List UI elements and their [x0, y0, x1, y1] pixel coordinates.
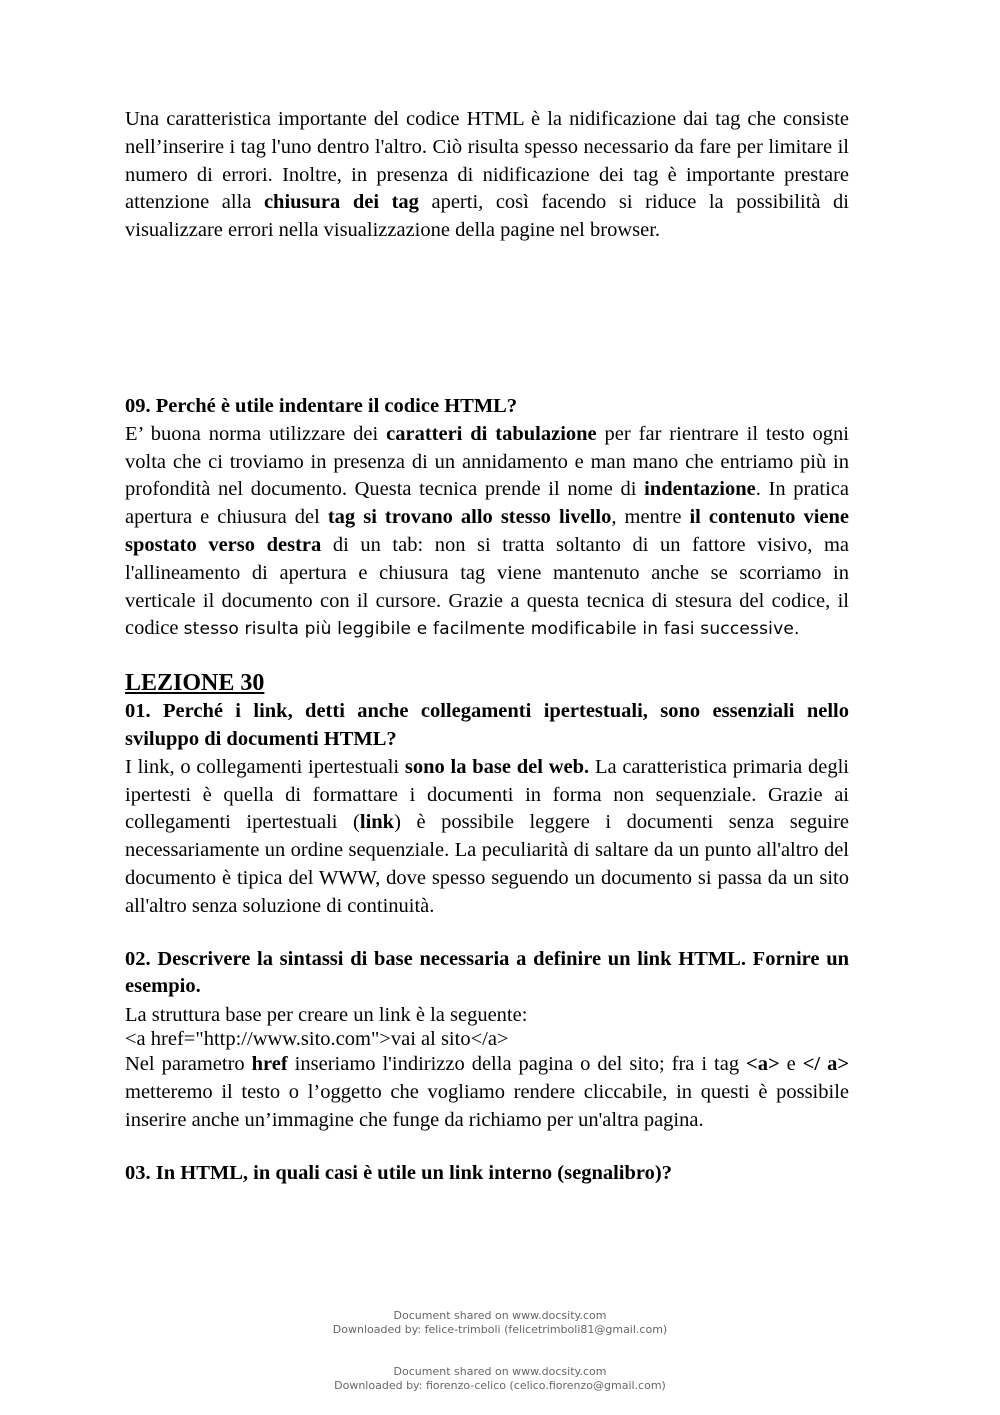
blank-space — [125, 245, 849, 393]
footer-downloaded-line: Downloaded by: felice-trimboli (felicetrimboli81@gmail.com) — [332, 1323, 668, 1336]
docsity-footer-1 — [0, 1309, 1000, 1337]
document-page — [125, 106, 849, 1187]
q09-text-3: . In pratica apertura e chiusura del — [125, 478, 849, 529]
q09-text-6: stesso risulta più leggibile e facilmente modificabile in fasi successive. — [183, 619, 800, 640]
q01-text-3: ) è possibile leggere i documenti senza seguire necessariamente un ordine sequenziale. La peculiarità di saltare da un punto all'altro del documento è tipica del WWW, dove spesso seguendo un documento si passa da un sito all'altro senza soluzione di continuità. — [125, 811, 849, 917]
footer-shared-line: Document shared on www.docsity.com — [393, 1365, 607, 1378]
footer-shared-line: Document shared on www.docsity.com — [393, 1309, 607, 1322]
q02-bold-1: href — [251, 1053, 288, 1076]
blank-space — [125, 1135, 849, 1160]
question-02-answer — [125, 1051, 849, 1134]
q02-text-3: e — [779, 1053, 803, 1076]
q01-bold-1: sono la base del web. — [404, 755, 590, 778]
intro-bold-1: chiusura dei tag — [263, 191, 419, 214]
question-02-title: 02. Descrivere la sintassi di base necessaria a definire un link HTML. Fornire un esempio. — [125, 947, 849, 998]
lesson-heading: LEZIONE 30 — [125, 670, 265, 697]
q01-text-1: I link, o collegamenti ipertestuali — [125, 755, 405, 778]
q02-bold-2: <a> — [746, 1053, 780, 1076]
q01-text-2: La caratteristica primaria degli ipertesti è quella di formattare i documenti in forma non sequenziale. Grazie ai collegamenti ipertestuali ( — [125, 755, 849, 834]
q09-bold-2: indentazione — [644, 478, 756, 501]
blank-space — [125, 921, 849, 946]
footer-downloaded-line: Downloaded by: fiorenzo-celico (celico.fiorenzo@gmail.com) — [334, 1379, 666, 1392]
q09-text-4: , mentre — [611, 506, 690, 529]
intro-text-2: aperti, così facendo si riduce la possibilità di visualizzare errori nella visualizzazione della pagine nel browser. — [125, 191, 849, 242]
q09-bold-4: il contenuto viene spostato verso destra — [125, 506, 849, 556]
question-09-title: 09. Perché è utile indentare il codice HTML? — [125, 394, 518, 417]
question-03-title: 03. In HTML, in quali casi è utile un link interno (segnalibro)? — [125, 1161, 672, 1184]
intro-paragraph — [125, 106, 849, 245]
q09-bold-1: caratteri di tabulazione — [386, 422, 597, 445]
question-09-answer — [125, 421, 849, 644]
code-example: <a href="http://www.sito.com">vai al sito</a> — [125, 1028, 509, 1051]
q02-bold-3: </ a> — [802, 1053, 849, 1076]
docsity-footer-2 — [0, 1365, 1000, 1393]
q09-bold-3: tag si trovano allo stesso livello — [327, 506, 612, 529]
q01-bold-2: link — [359, 811, 395, 834]
question-01-title: 01. Perché i link, detti anche collegamenti ipertestuali, sono essenziali nello sviluppo di documenti HTML? — [125, 700, 849, 750]
question-01-answer — [125, 754, 849, 921]
question-02-intro: La struttura base per creare un link è la seguente: — [125, 1004, 528, 1027]
q09-text-1: E’ buona norma utilizzare dei — [125, 422, 387, 445]
q02-text-1: Nel parametro — [125, 1053, 252, 1076]
q09-text-2: per far rientrare il testo ogni volta che ci troviamo in presenza di un annidamento e man mano che entriamo più in profondità nel documento. Questa tecnica prende il nome di — [125, 422, 849, 501]
intro-text-1: Una caratteristica importante del codice HTML è la nidificazione dai tag che consiste nell’inserire i tag l'uno dentro l'altro. Ciò risulta spesso necessario da fare per limitare il numero di errori. Inoltre, in presenza di nidificazione dei tag è importante prestare attenzione alla — [125, 108, 849, 214]
q09-text-5: di un tab: non si tratta soltanto di un fattore visivo, ma l'allineamento di apertura e chiusura tag viene mantenuto anche se scorriamo in verticale il documento con il cursore. Grazie a questa tecnica di stesura del codice, il codice — [125, 533, 850, 640]
q02-text-4: metteremo il testo o l’oggetto che vogliamo rendere cliccabile, in questi è possibile inserire anche un’immagine che funge da richiamo per un'altra pagina. — [125, 1080, 849, 1131]
q02-text-2: inseriamo l'indirizzo della pagina o del sito; fra i tag — [287, 1053, 747, 1076]
